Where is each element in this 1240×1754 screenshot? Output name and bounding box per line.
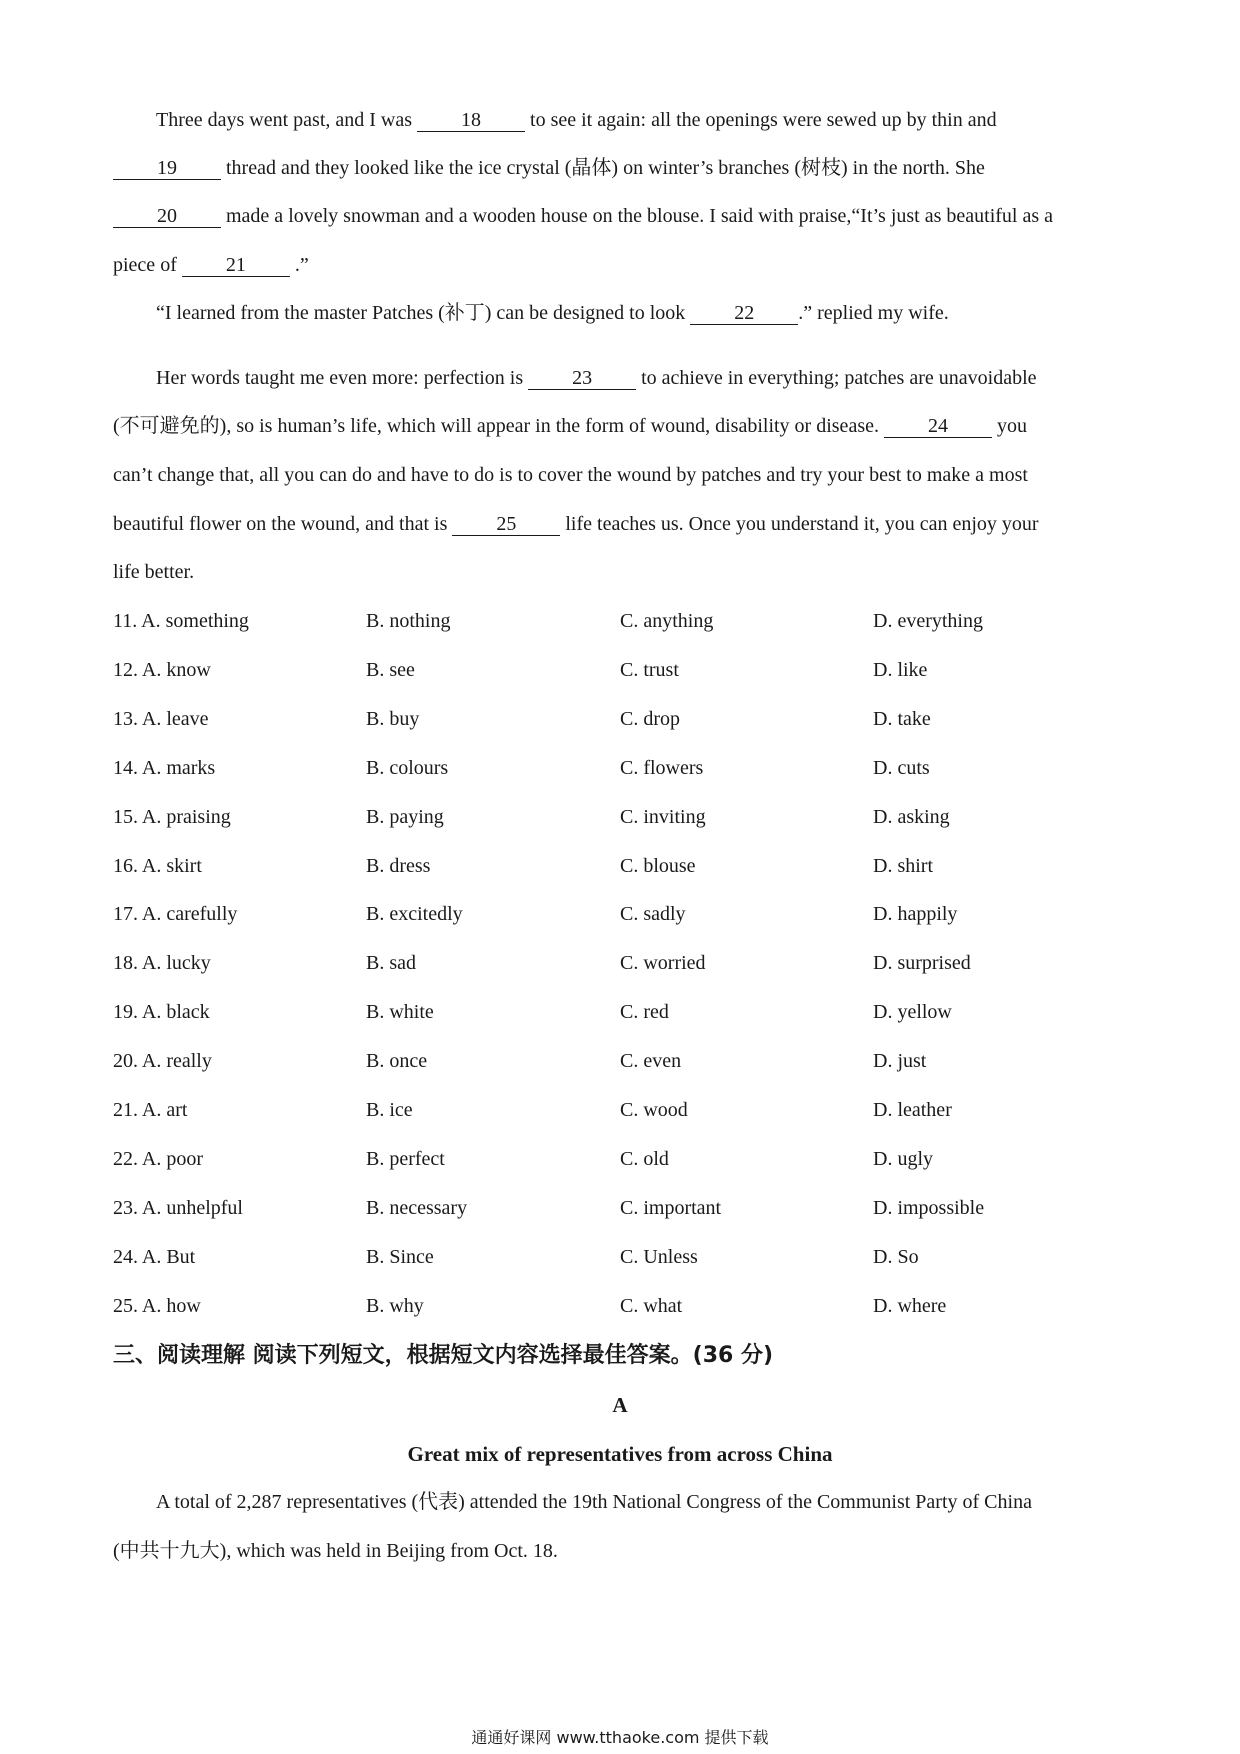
option-a: 20. A. really (113, 1050, 212, 1072)
option-a: 23. A. unhelpful (113, 1197, 243, 1219)
blank-22: 22 (690, 302, 798, 325)
blank-24: 24 (884, 415, 992, 438)
option-d: D. impossible (873, 1197, 985, 1219)
option-row-12 (113, 656, 1133, 684)
option-c: C. blouse (620, 855, 696, 877)
passage-text: made a lovely snowman and a wooden house on the blouse. I said with praise,“It’s just as beautiful as a (221, 205, 1054, 227)
passage-text: Three days went past, and I was (156, 109, 418, 131)
option-row-20 (113, 1047, 1133, 1075)
option-c: C. important (620, 1197, 722, 1219)
passage-line (156, 299, 1136, 327)
passage-text: .” replied my wife. (798, 302, 949, 324)
option-d: D. surprised (873, 952, 971, 974)
option-c: C. trust (620, 659, 679, 681)
option-a: 24. A. But (113, 1246, 196, 1268)
option-d: D. take (873, 708, 931, 730)
passage-line (113, 510, 1133, 538)
option-a: 22. A. poor (113, 1148, 203, 1170)
option-b: B. nothing (366, 610, 451, 632)
option-c: C. red (620, 1001, 669, 1023)
passage-line (113, 412, 1133, 440)
passage-text: to achieve in everything; patches are unavoidable (636, 367, 1037, 389)
passage-line (156, 364, 1136, 392)
option-b: B. sad (366, 952, 416, 974)
option-d: D. just (873, 1050, 927, 1072)
option-d: D. happily (873, 903, 958, 925)
passage-text: piece of (113, 254, 182, 276)
passage-text: (不可避免的), so is human’s life, which will appear in the form of wound, disability or disease. (113, 415, 884, 437)
passage-text: .” (289, 254, 309, 276)
passage-text: Her words taught me even more: perfection is (156, 367, 529, 389)
passage-text: life teaches us. Once you understand it, you can enjoy your (560, 513, 1039, 535)
option-a: 18. A. lucky (113, 952, 211, 974)
article-text: (中共十九大), which was held in Beijing from Oct. 18. (113, 1540, 558, 1562)
passage-line (113, 154, 1133, 182)
passage-text: to see it again: all the openings were sewed up by thin and (525, 109, 997, 131)
option-a: 12. A. know (113, 659, 211, 681)
passage-text: life better. (113, 561, 195, 583)
blank-23: 23 (528, 367, 636, 390)
option-c: C. wood (620, 1099, 688, 1121)
option-row-25 (113, 1292, 1133, 1320)
option-row-19 (113, 998, 1133, 1026)
option-c: C. what (620, 1295, 683, 1317)
passage-line (156, 106, 1136, 134)
option-c: C. inviting (620, 806, 706, 828)
article-title: Great mix of representatives from across China (407, 1442, 833, 1466)
option-row-16 (113, 852, 1133, 880)
blank-18: 18 (417, 109, 525, 132)
article-line (156, 1488, 1136, 1516)
option-c: C. old (620, 1148, 669, 1170)
option-b: B. perfect (366, 1148, 445, 1170)
option-a: 13. A. leave (113, 708, 209, 730)
option-b: B. necessary (366, 1197, 468, 1219)
option-row-18 (113, 949, 1133, 977)
passage-text: “I learned from the master Patches (补丁) can be designed to look (156, 302, 691, 324)
option-d: D. asking (873, 806, 950, 828)
option-c: C. drop (620, 708, 680, 730)
option-a: 16. A. skirt (113, 855, 202, 877)
option-row-22 (113, 1145, 1133, 1173)
option-row-14 (113, 754, 1133, 782)
footer-watermark: 通通好课网 www.tthaoke.com 提供下载 (471, 1728, 769, 1747)
option-b: B. excitedly (366, 903, 463, 925)
option-a: 15. A. praising (113, 806, 231, 828)
option-c: C. anything (620, 610, 714, 632)
passage-line (113, 461, 1133, 489)
blank-21: 21 (182, 254, 290, 277)
option-d: D. where (873, 1295, 947, 1317)
option-d: D. everything (873, 610, 983, 632)
option-a: 19. A. black (113, 1001, 210, 1023)
option-b: B. colours (366, 757, 449, 779)
passage-line (113, 558, 1133, 586)
option-a: 25. A. how (113, 1295, 201, 1317)
part-label: A (612, 1393, 628, 1417)
option-d: D. So (873, 1246, 919, 1268)
option-c: C. flowers (620, 757, 704, 779)
option-a: 14. A. marks (113, 757, 216, 779)
passage-text: beautiful flower on the wound, and that is (113, 513, 453, 535)
option-c: C. Unless (620, 1246, 698, 1268)
option-row-13 (113, 705, 1133, 733)
option-d: D. like (873, 659, 928, 681)
option-b: B. white (366, 1001, 434, 1023)
option-c: C. even (620, 1050, 682, 1072)
option-b: B. Since (366, 1246, 434, 1268)
section-heading: 三、阅读理解 阅读下列短文，根据短文内容选择最佳答案。(36 分) (113, 1343, 774, 1368)
option-b: B. paying (366, 806, 444, 828)
option-d: D. leather (873, 1099, 952, 1121)
option-a: 11. A. something (113, 610, 249, 632)
option-row-24 (113, 1243, 1133, 1271)
blank-20: 20 (113, 205, 221, 228)
passage-text: thread and they looked like the ice crystal (晶体) on winter’s branches (树枝) in the north. She (221, 157, 985, 179)
option-a: 17. A. carefully (113, 903, 238, 925)
article-text: A total of 2,287 representatives (代表) attended the 19th National Congress of the Communist Party of China (156, 1491, 1032, 1513)
passage-line (113, 251, 1133, 279)
option-a: 21. A. art (113, 1099, 188, 1121)
option-row-23 (113, 1194, 1133, 1222)
option-row-11 (113, 607, 1133, 635)
passage-text: you (991, 415, 1027, 437)
passage-text: can’t change that, all you can do and have to do is to cover the wound by patches and try your best to make a most (113, 464, 1028, 486)
option-d: D. cuts (873, 757, 930, 779)
blank-25: 25 (452, 513, 560, 536)
option-c: C. worried (620, 952, 706, 974)
article-line (113, 1537, 1133, 1565)
option-b: B. dress (366, 855, 431, 877)
option-row-17 (113, 900, 1133, 928)
option-b: B. once (366, 1050, 428, 1072)
passage-line (113, 202, 1133, 230)
option-b: B. see (366, 659, 415, 681)
option-d: D. shirt (873, 855, 933, 877)
option-row-21 (113, 1096, 1133, 1124)
option-b: B. ice (366, 1099, 413, 1121)
option-d: D. ugly (873, 1148, 933, 1170)
option-row-15 (113, 803, 1133, 831)
option-d: D. yellow (873, 1001, 952, 1023)
option-c: C. sadly (620, 903, 686, 925)
option-b: B. buy (366, 708, 420, 730)
blank-19: 19 (113, 157, 221, 180)
option-b: B. why (366, 1295, 424, 1317)
